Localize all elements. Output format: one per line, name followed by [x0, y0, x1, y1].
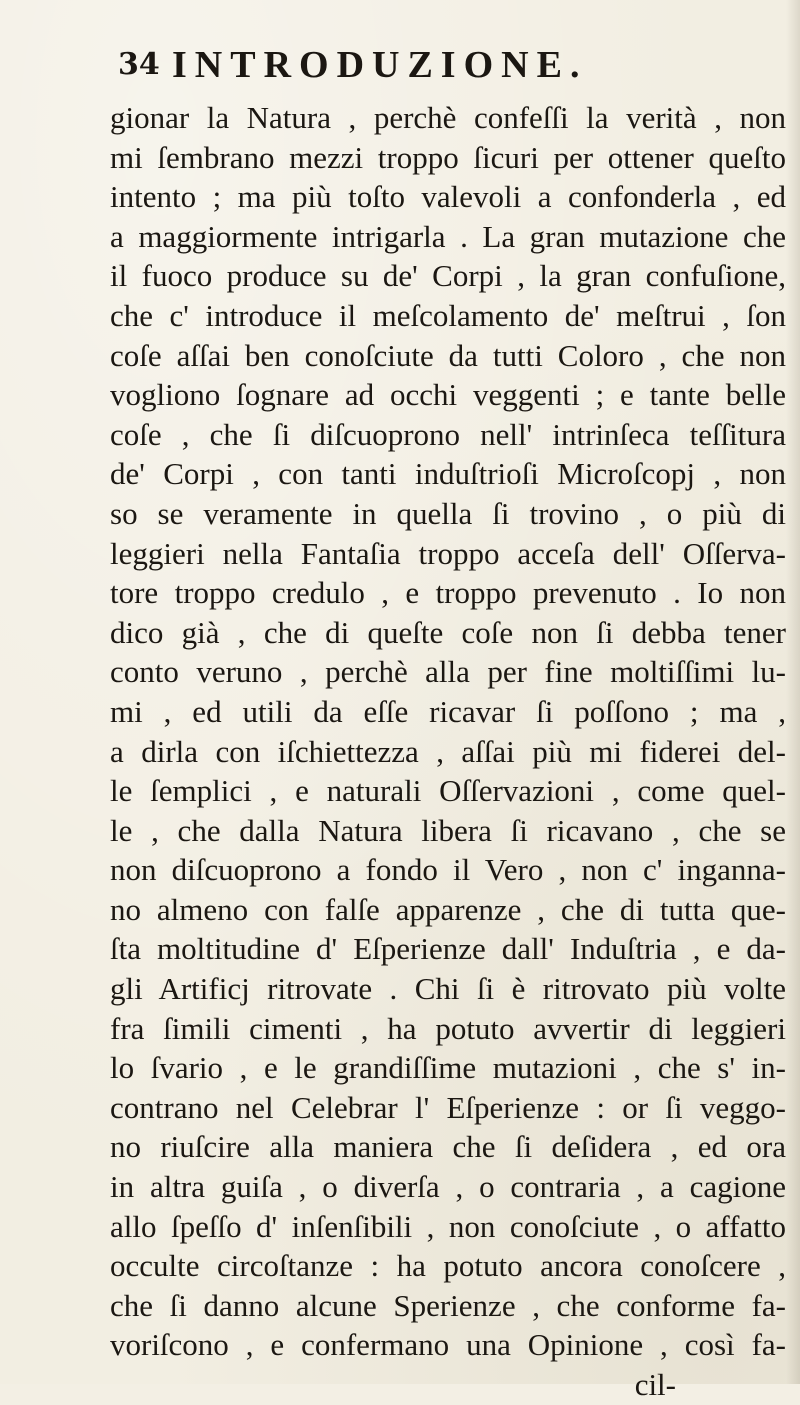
text-line: mi ſembrano mezzi troppo ſicuri per ottener queſto — [110, 139, 786, 175]
text-line: intento ; ma più toſto valevoli a confonderla , ed — [110, 179, 786, 215]
page-edge-shadow — [786, 0, 800, 1384]
text-line: mi , ed utili da eſſe ricavar ſi poſſono ; ma , — [110, 693, 786, 729]
running-title: INTRODUZIONE. — [172, 44, 588, 86]
text-line: che c' introduce il meſcolamento de' meſtrui , ſon — [110, 297, 786, 333]
text-line: occulte circoſtanze : ha potuto ancora conoſcere , — [110, 1248, 786, 1284]
text-line: che ſi danno alcune Sperienze , che conforme fa- — [110, 1287, 786, 1323]
text-line: a dirla con iſchiettezza , aſſai più mi fiderei del- — [110, 733, 786, 769]
page-number: 34 — [118, 47, 160, 82]
text-line: no riuſcire alla maniera che ſi deſidera , ed ora — [110, 1129, 786, 1165]
text-line: conto veruno , perchè alla per fine moltiſſimi lu- — [110, 654, 786, 690]
text-line: de' Corpi , con tanti induſtrioſi Microſcopj , non — [110, 456, 786, 492]
text-line: tore troppo credulo , e troppo prevenuto . Io non — [110, 575, 786, 611]
text-line: lo ſvario , e le grandiſſime mutazioni , che s' in- — [110, 1050, 786, 1086]
text-line: a maggiormente intrigarla . La gran mutazione che — [110, 218, 786, 254]
text-line: so se veramente in quella ſi trovino , o più di — [110, 495, 786, 531]
text-line: in altra guiſa , o diverſa , o contraria , a cagione — [110, 1169, 786, 1205]
text-line: ſta moltitudine d' Eſperienze dall' Induſtria , e da- — [110, 931, 786, 967]
text-line: dico già , che di queſte coſe non ſi debba tener — [110, 614, 786, 650]
catchword: cil- — [634, 1367, 676, 1402]
text-line: voriſcono , e confermano una Opinione , così fa- — [110, 1327, 786, 1363]
text-line: allo ſpeſſo d' inſenſibili , non conoſciute , o affatto — [110, 1208, 786, 1244]
text-line: contrano nel Celebrar l' Eſperienze : or ſi veggo- — [110, 1089, 786, 1125]
page-header — [118, 40, 678, 90]
text-line: gli Artificj ritrovate . Chi ſi è ritrovato più volte — [110, 971, 786, 1007]
body-text — [110, 98, 786, 1405]
text-line: no almeno con falſe apparenze , che di tutta que- — [110, 891, 786, 927]
text-line: le ſemplici , e naturali Oſſervazioni , come quel- — [110, 773, 786, 809]
text-line: coſe aſſai ben conoſciute da tutti Coloro , che non — [110, 337, 786, 373]
text-line: vogliono ſognare ad occhi veggenti ; e tante belle — [110, 377, 786, 413]
text-line: il fuoco produce su de' Corpi , la gran confuſione, — [110, 258, 786, 294]
text-line: non diſcuoprono a fondo il Vero , non c' inganna- — [110, 852, 786, 888]
text-line: leggieri nella Fantaſia troppo acceſa dell' Oſſerva- — [110, 535, 786, 571]
text-line: fra ſimili cimenti , ha potuto avvertir di leggieri — [110, 1010, 786, 1046]
text-line: le , che dalla Natura libera ſi ricavano , che se — [110, 812, 786, 848]
text-line: coſe , che ſi diſcuoprono nell' intrinſeca teſſitura — [110, 416, 786, 452]
text-line: gionar la Natura , perchè confeſſi la verità , non — [110, 100, 786, 135]
